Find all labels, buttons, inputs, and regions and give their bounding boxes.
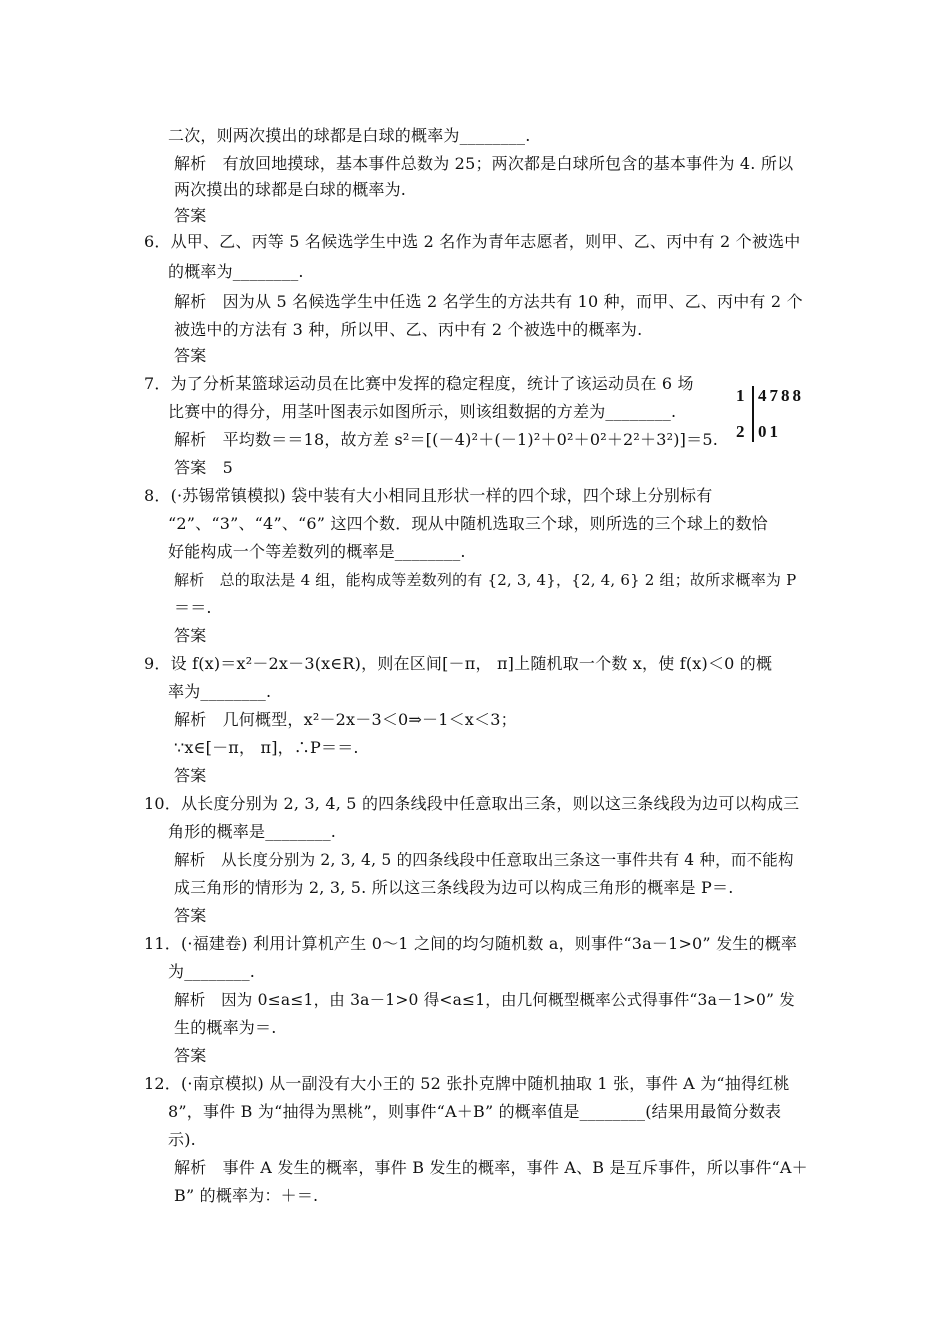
text-line: 生的概率为＝. [174,1018,277,1037]
text-line: ＝＝. [174,598,212,617]
text-line: 成三角形的情形为 2, 3, 5. 所以这三条线段为边可以构成三角形的概率是 P＝. [174,878,734,897]
analysis-line: 解析 几何概型，x²－2x－3＜0⇒－1＜x＜3； [174,710,517,729]
analysis-line: 解析 因为从 5 名候选学生中任选 2 名学生的方法共有 10 种，而甲、乙、丙中有 2 个 [174,292,803,311]
answer-label: 答案 [174,346,207,365]
analysis-line: 解析 有放回地摸球，基本事件总数为 25；两次都是白球所包含的基本事件为 4. 所以 [174,154,794,173]
analysis-line: 解析 平均数＝＝18，故方差 s²＝[(－4)²＋(－1)²＋0²＋0²＋2²＋3²)]＝5. [174,430,718,449]
analysis-line: 解析 事件 A 发生的概率，事件 B 发生的概率，事件 A、B 是互斥事件，所以事件“A＋ [174,1158,808,1177]
leaves-1: 4788 [758,386,804,405]
text-line: 率为________. [168,682,272,701]
answer-label: 答案 [174,906,207,925]
text-line: 示). [168,1130,196,1149]
answer-label: 答案 [174,206,207,225]
analysis-line: 解析 因为 0≤a≤1，由 3a－1>0 得<a≤1，由几何概型概率公式得事件“3a－1>0” 发 [174,991,795,1009]
leaves-2: 01 [758,422,781,441]
text-line: ∵x∈[－π， π]，∴P＝＝. [174,738,359,757]
text-line: 被选中的方法有 3 种，所以甲、乙、丙中有 2 个被选中的概率为. [174,320,643,339]
question-7: 7．为了分析某篮球运动员在比赛中发挥的稳定程度，统计了该运动员在 6 场 [144,374,694,393]
analysis-line: 解析 总的取法是 4 组，能构成等差数列的有 {2, 3, 4}，{2, 4, 6} 2 组；故所求概率为 P [174,571,797,589]
text-line: 8”，事件 B 为“抽得为黑桃”，则事件“A＋B” 的概率值是________(结果用最简分数表 [168,1102,782,1121]
question-9: 9．设 f(x)＝x²－2x－3(x∈R)，则在区间[－π， π]上随机取一个数 x，使 f(x)＜0 的概 [144,654,773,673]
question-11: 11．(·福建卷) 利用计算机产生 0～1 之间的均匀随机数 a，则事件“3a－1>0” 发生的概率 [144,934,798,953]
question-8: 8．(·苏锡常镇模拟) 袋中装有大小相同且形状一样的四个球，四个球上分别标有 [144,486,713,505]
answer-label: 答案 5 [174,458,233,477]
text-line: “2”、“3”、“4”、“6” 这四个数．现从中随机选取三个球，则所选的三个球上的数恰 [168,514,768,533]
text-line: B” 的概率为：＋＝. [174,1186,319,1205]
stem-leaf-plot [736,386,826,446]
text-line: 两次摸出的球都是白球的概率为. [174,180,407,199]
text-line: 的概率为________. [168,262,304,281]
stem-1: 1 [736,386,745,405]
question-10: 10．从长度分别为 2, 3, 4, 5 的四条线段中任意取出三条，则以这三条线段为边可以构成三 [144,794,800,813]
analysis-line: 解析 从长度分别为 2, 3, 4, 5 的四条线段中任意取出三条这一事件共有 4 种，而不能构 [174,851,794,869]
text-line: 角形的概率是________. [168,822,337,841]
answer-label: 答案 [174,1046,207,1065]
answer-label: 答案 [174,766,207,785]
answer-label: 答案 [174,626,207,645]
question-6: 6．从甲、乙、丙等 5 名候选学生中选 2 名作为青年志愿者，则甲、乙、丙中有 2 个被选中 [144,232,801,251]
text-line: 比赛中的得分，用茎叶图表示如图所示，则该组数据的方差为________. [168,402,677,421]
text-line: 二次，则两次摸出的球都是白球的概率为________. [168,126,531,145]
stem-divider [752,386,754,442]
stem-2: 2 [736,422,745,441]
question-12: 12．(·南京模拟) 从一副没有大小王的 52 张扑克牌中随机抽取 1 张，事件 A 为“抽得红桃 [144,1074,790,1093]
text-line: 为________. [168,962,256,981]
text-line: 好能构成一个等差数列的概率是________. [168,542,466,561]
